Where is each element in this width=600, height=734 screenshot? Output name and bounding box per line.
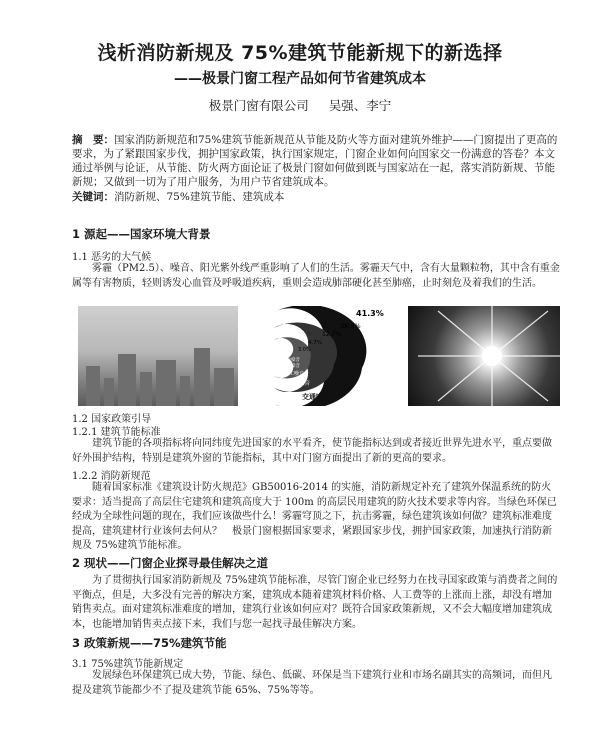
noise-percent-3: 12.7%	[322, 331, 342, 338]
noise-label-5: 交通噪音	[302, 393, 330, 401]
paper-title: 浅析消防新规及 75%建筑节能新规下的新选择	[97, 42, 503, 64]
noise-percent-1: 41.3%	[356, 309, 384, 318]
section-1-2-2-heading: 1.2.2 消防新规范	[72, 471, 151, 482]
illustration-strip	[78, 306, 560, 406]
section-2-heading: 2 现状——门窗企业探寻最佳解决之道	[72, 556, 269, 570]
noise-percent-2: 38.3%	[340, 322, 361, 330]
noise-label-3: 施工噪音	[284, 371, 305, 377]
section-1-heading: 1 源起——国家环境大背景	[72, 227, 211, 241]
abstract-label: 摘 要：	[72, 134, 114, 146]
section-1-1-paragraph: 雾霾（PM2.5）、噪音、阳光紫外线严重影响了人们的生活。雾霾天气中，含有大量颗粒物，其中含有重金属等有害物质，轻则诱发心血管及呼吸道疾病，重则会造成肺部硬化甚至肺癌，止时刻危及着我们的生活。	[72, 263, 560, 289]
keywords	[72, 190, 560, 204]
section-3-1-paragraph: 发展绿色环保建筑已成大势，节能、绿色、低碳、环保是当下建筑行业和市场名副其实的高频词，而但凡提及建筑节能都少不了提及建筑节能 65%、75%等等。	[72, 670, 552, 696]
noise-label-4: 生活噪音	[288, 381, 311, 387]
section-1-2-2-paragraph: 随着国家标准《建筑设计防火规范》GB50016-2014 的实施，消防新规定补充了建筑外保温系统的防火要求：适当提高了高层住宅建筑和建筑高度大于 100m 的高层民用建筑的防火技术要求等内容。当绿色环保已经成为全球性问题的现在，我们应该做些什么！雾霾穹顶之下，抗击雾霾，绿色建筑该如何做？建筑标准难度提高，建筑建材行业该何去何从？ 极景门窗根据国家要求，紧跟国家步伐，拥护国家政策，加速执行消防新规及 75%建筑节能标准。	[72, 482, 557, 551]
abstract-text: 国家消防新规范和75%建筑节能新规范从节能及防火等方面对建筑外维护——门窗提出了更高的要求，为了紧跟国家步伐，拥护国家政策，执行国家规定，门窗企业如何向国家交一份满意的答卷？本文通过举例与论证，从节能、防火两方面论证了极景门窗如何做到既与国家站在一起，落实消防新规、节能新规；又做到一切为了用户服务，为用户节省建筑成本。	[72, 134, 558, 188]
section-2-paragraph: 为了贯彻执行国家消防新规及 75%建筑节能标准，尽管门窗企业已经努力在找寻国家政策与消费者之间的平衡点，但是，大多没有完善的解决方案，建筑成本随着建筑材料价格、人工费等的上涨而上涨，却没有增加销售卖点。面对建筑标准难度的增加，建筑行业该如何应对？既符合国家政策新规，又不会大幅度增加建筑成本，也能增加销售卖点接下来，我们与您一起找寻最佳解决方案。	[72, 575, 558, 630]
noise-ratio-graphic	[238, 306, 408, 406]
noise-percent-5: 3.0%	[298, 347, 311, 353]
noise-percent-4: 4.7%	[308, 340, 322, 346]
noise-label-1: 社会噪音	[282, 358, 300, 363]
smog-city-photo	[78, 306, 238, 406]
company-name: 极景门窗有限公司	[208, 98, 309, 113]
sun-rays-photo	[408, 306, 560, 406]
keywords-label: 关键词：	[72, 191, 114, 203]
section-1-1-heading: 1.1 恶劣的大气候	[72, 252, 152, 263]
section-3-1-heading: 3.1 75%建筑节能新规定	[72, 659, 184, 670]
author-names: 吴强、李宁	[328, 98, 392, 113]
abstract	[72, 133, 560, 189]
section-1-2-1-heading: 1.2.1 建筑节能标准	[72, 427, 161, 438]
keywords-text: 消防新规、75%建筑节能、建筑成本	[114, 191, 285, 203]
section-3-heading: 3 政策新规——75%建筑节能	[72, 636, 227, 650]
paper-subtitle: ——极景门窗工程产品如何节省建筑成本	[174, 71, 426, 87]
section-1-2-heading: 1.2 国家政策引导	[72, 414, 152, 425]
section-1-2-1-paragraph: 建筑节能的各项指标将向同纬度先进国家的水平看齐，使节能指标达到或者接近世界先进水平，重点要做好外围护结构，特别是建筑外窗的节能指标，其中对门窗方面提出了新的更高的要求。	[72, 438, 552, 464]
noise-label-2: 工业噪音	[282, 364, 300, 369]
authors-line	[0, 96, 600, 114]
